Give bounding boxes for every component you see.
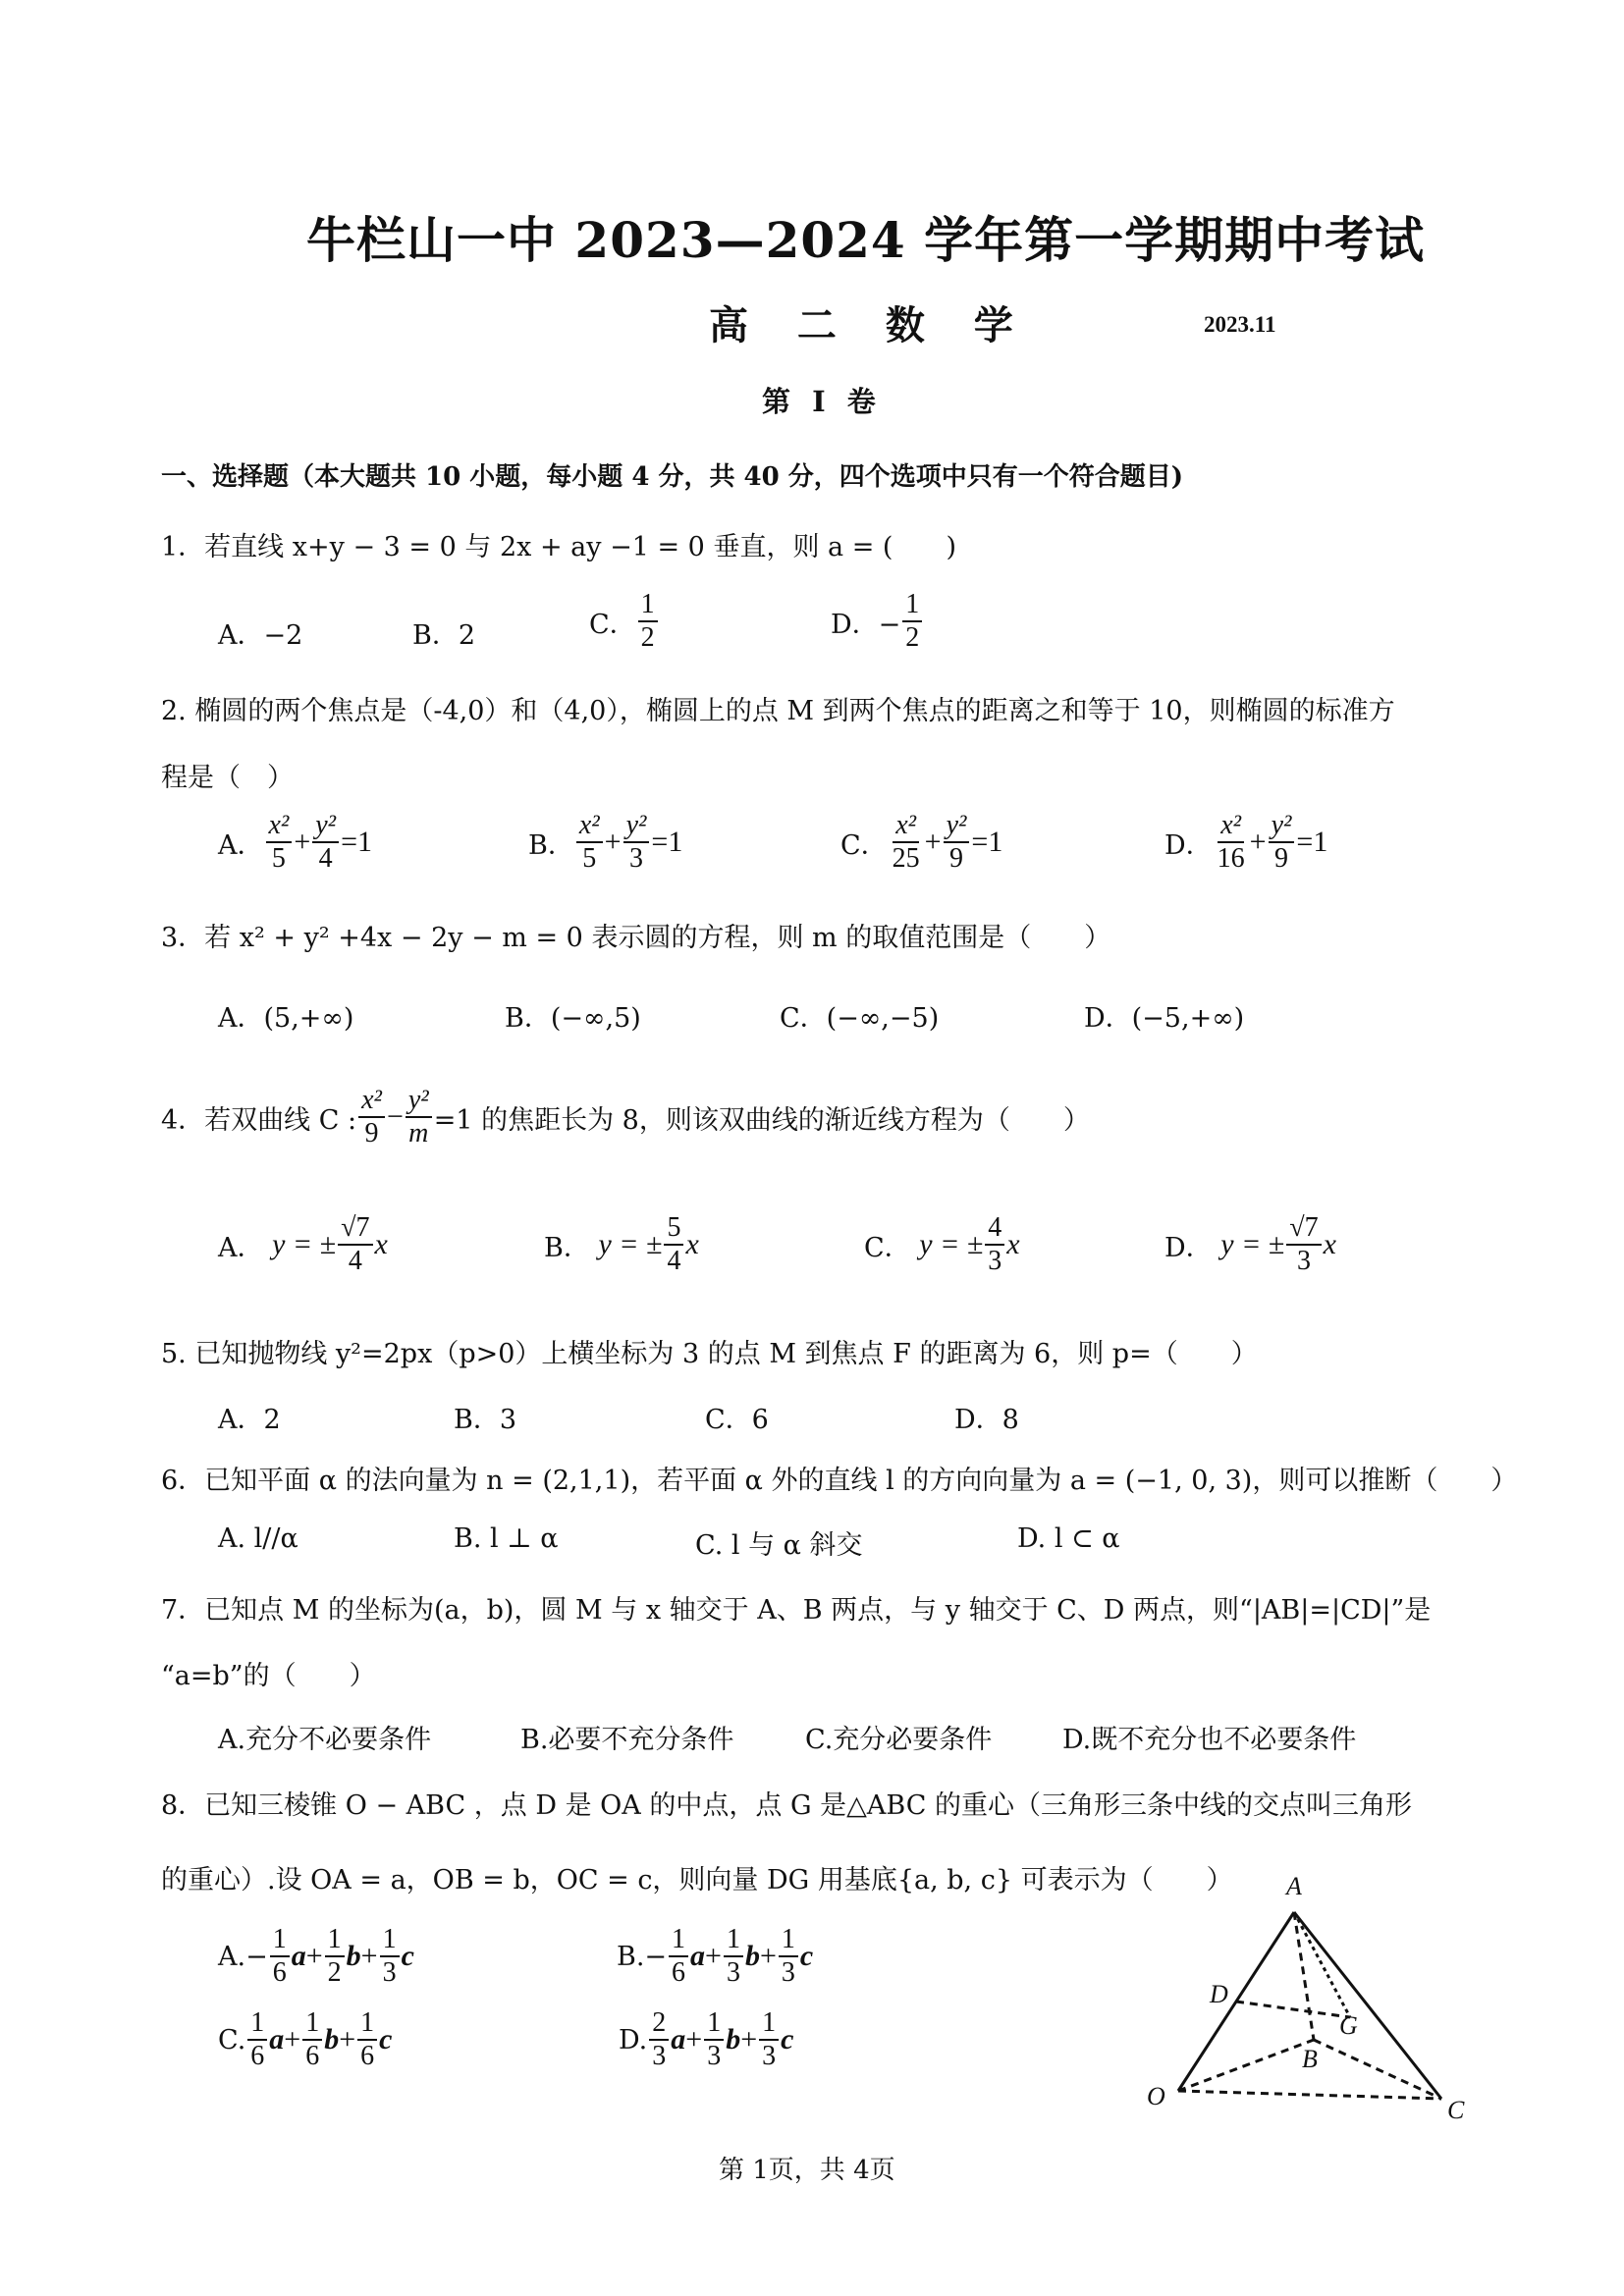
edge-oc [1178,2091,1441,2099]
q7-option-b: B.必要不充分条件 [520,1725,734,1755]
segment-dg [1236,2002,1350,2017]
question-4-stem: 4．若双曲线 C : $\frac{\text{x²}}{9}$ − $\frac{\text{y²}}{m}$ =1 的焦距长为 8，则该双曲线的渐近线方程为（ ） [161,1085,1090,1149]
q1-option-b: B．2 [412,620,476,651]
question-7-stem-line1: 7．已知点 M 的坐标为(a，b)，圆 M 与 x 轴交于 A、B 两点，与 y 轴交于 C、D 两点，则“|AB|=|CD|”是 [161,1595,1432,1626]
q2-option-d: D． $\frac{\text{x²}}{16}$ + $\frac{\text{y²}}{9}$ =1 [1164,810,1328,875]
q3-option-d: D．(−5,+∞) [1084,1003,1245,1034]
q2-option-b: B． $\frac{\text{x²}}{5}$ + $\frac{\text{y²}}{3}$ =1 [528,810,683,875]
exam-date: 2023.11 [1204,312,1276,337]
question-6-stem: 6．已知平面 α 的法向量为 n = (2,1,1)，若平面 α 外的直线 l 的方向向量为 a = (−1, 0, 3)，则可以推断（ ） [161,1466,1518,1496]
q7-option-d: D.既不充分也不必要条件 [1062,1725,1357,1755]
q8-option-d: D. $\frac{2}{3}$ a + $\frac{1}{3}$ b + $\frac{1}{3}$ c [619,2007,794,2072]
q4-option-b: B． y = ± $\frac{5}{4}$ x [544,1212,699,1277]
question-5-stem: 5. 已知抛物线 y²=2px（p>0）上横坐标为 3 的点 M 到焦点 F 的距离为 6，则 p=（ ） [161,1339,1258,1369]
q4-option-d: D． y = ± $\frac{√7}{3}$ x [1164,1212,1336,1277]
q5-option-d: D．8 [954,1405,1019,1435]
q6-option-b: B. l ⊥ α [454,1523,559,1554]
label-d: D [1210,1980,1228,2008]
q8-option-c: C. $\frac{1}{6}$ a + $\frac{1}{6}$ b + $\frac{1}{6}$ c [218,2007,393,2072]
q3-option-b: B．(−∞,5) [505,1003,641,1034]
edge-ob [1178,2040,1314,2091]
page-footer: 第 1页，共 4页 [719,2156,895,2185]
question-8-stem-line1: 8．已知三棱锥 O − ABC ，点 D 是 OA 的中点，点 G 是△ABC 的重心（三角形三条中线的交点叫三角形 [161,1790,1412,1821]
section-heading: 一、选择题（本大题共 10 小题，每小题 4 分，共 40 分，四个选项中只有一个符合题目) [161,462,1184,492]
label-o: O [1147,2082,1165,2110]
q5-option-a: A．2 [218,1405,281,1435]
label-c: C [1447,2096,1465,2120]
q5-option-b: B．3 [454,1405,517,1435]
label-a: A [1286,1872,1302,1900]
q2-option-c: C． $\frac{\text{x²}}{25}$ + $\frac{\text{y²}}{9}$ =1 [840,810,1003,875]
q1-option-d [831,589,924,654]
subject-title: 高 二 数 学 [709,302,1031,348]
q1-option-a: A．−2 [218,620,303,651]
q1-option-c [589,589,660,654]
q3-option-a: A．(5,+∞) [218,1003,354,1034]
q8-option-b: B.− $\frac{1}{6}$ a + $\frac{1}{3}$ b + $\frac{1}{3}$ c [617,1924,814,1989]
question-8-stem-line2: 的重心）.设 OA = a，OB = b，OC = c，则向量 DG 用基底{a, b, c} 可表示为（ ） [161,1865,1233,1896]
q6-option-a: A. l//α [218,1523,298,1554]
q1-option-d-label: D．− [831,609,901,640]
label-g: G [1339,2011,1358,2040]
volume-label: 第 I 卷 [762,385,882,418]
q6-option-d: D. l ⊂ α [1017,1523,1120,1554]
q8-option-a: A.− $\frac{1}{6}$ a + $\frac{1}{2}$ b + $\frac{1}{3}$ c [218,1924,414,1989]
median-ag [1294,1912,1350,2017]
question-2-stem-line2: 程是（ ） [161,763,294,793]
q3-option-c: C．(−∞,−5) [780,1003,940,1034]
edge-bc [1314,2040,1441,2099]
exam-title: 牛栏山一中 2023—2024 学年第一学期期中考试 [306,211,1426,269]
q1-option-d-fraction: $\frac{1}{2}$ [902,589,922,654]
q5-option-c: C．6 [705,1405,769,1435]
q7-option-a: A.充分不必要条件 [218,1725,432,1755]
q4-option-c: C． y = ± $\frac{4}{3}$ x [864,1212,1020,1277]
q1-option-c-fraction: $\frac{1}{2}$ [638,589,658,654]
q4-option-a: A． y = ± $\frac{√7}{4}$ x [218,1212,388,1277]
label-b: B [1302,2045,1318,2073]
question-3-stem: 3．若 x² + y² +4x − 2y − m = 0 表示圆的方程，则 m 的取值范围是（ ） [161,923,1111,953]
question-2-stem-line1: 2. 椭圆的两个焦点是（-4,0）和（4,0），椭圆上的点 M 到两个焦点的距离之和等于 10，则椭圆的标准方 [161,696,1395,726]
q1-option-c-label: C． [589,609,636,640]
q6-option-c: C. l 与 α 斜交 [695,1530,863,1561]
q7-option-c: C.充分必要条件 [805,1725,993,1755]
q2-option-a: A． $\frac{\text{x²}}{5}$ + $\frac{\text{y²}}{4}$ =1 [218,810,372,875]
question-7-stem-line2: “a=b”的（ ） [161,1661,376,1691]
tetrahedron-figure [1129,1865,1502,2120]
question-1-stem: 1．若直线 x+y − 3 = 0 与 2x + ay −1 = 0 垂直，则 a = ( ) [161,532,956,562]
